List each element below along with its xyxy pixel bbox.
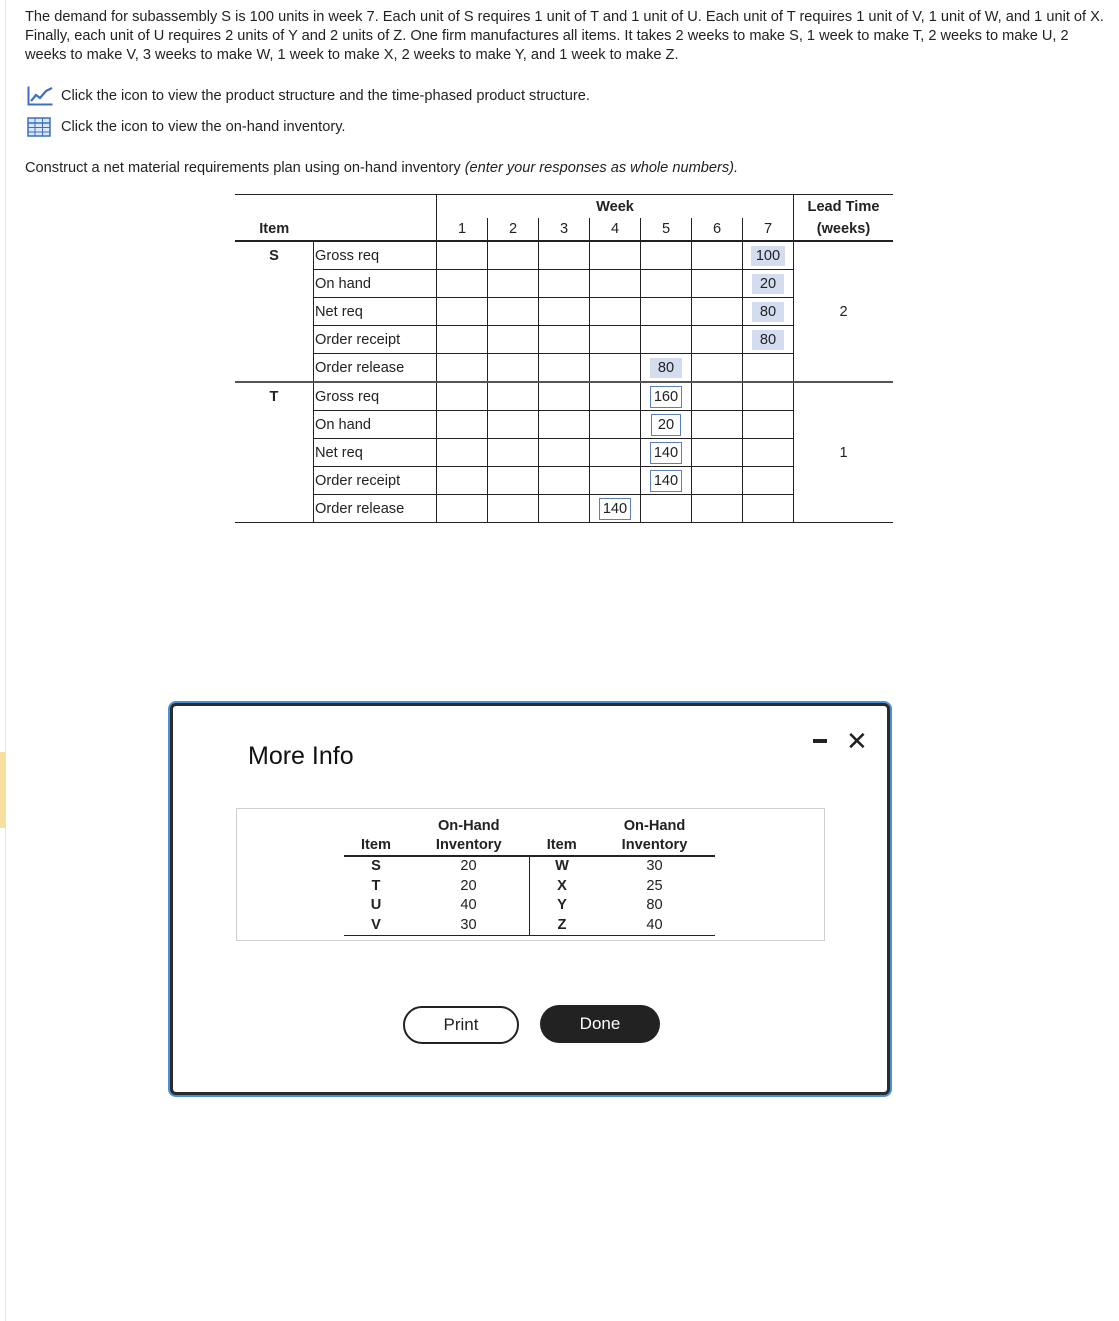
inv-item: U xyxy=(370,897,382,913)
row-label: Gross req xyxy=(314,382,437,411)
mrp-cell[interactable] xyxy=(539,411,590,439)
inv-item: Z xyxy=(530,916,595,936)
left-highlight-marker xyxy=(0,752,6,828)
week-col-2: 2 xyxy=(488,218,539,241)
given-value: 80 xyxy=(650,358,682,378)
mrp-cell[interactable] xyxy=(437,270,488,298)
minimize-icon[interactable] xyxy=(813,739,827,743)
mrp-cell[interactable] xyxy=(539,298,590,326)
inv-qty: 40 xyxy=(594,916,715,936)
mrp-cell[interactable] xyxy=(539,467,590,495)
structure-link-label[interactable]: Click the icon to view the product structure and the time-phased product structure. xyxy=(61,88,590,104)
row-label: On hand xyxy=(314,411,437,439)
mrp-cell[interactable] xyxy=(590,411,641,439)
mrp-cell[interactable] xyxy=(488,495,539,523)
mrp-cell[interactable] xyxy=(641,326,692,354)
inv-item: V xyxy=(344,916,408,936)
item-header: Item xyxy=(235,218,314,241)
instruction-text xyxy=(25,160,738,176)
item-name-spacer xyxy=(235,467,314,495)
left-border-line xyxy=(5,0,6,1321)
mrp-cell[interactable] xyxy=(641,241,692,270)
mrp-cell[interactable] xyxy=(641,298,692,326)
mrp-cell xyxy=(743,270,794,298)
mrp-cell[interactable] xyxy=(488,382,539,411)
mrp-cell[interactable] xyxy=(437,411,488,439)
item-name-spacer xyxy=(235,270,314,298)
mrp-cell[interactable] xyxy=(590,298,641,326)
mrp-cell[interactable] xyxy=(692,326,743,354)
inv-qty: 20 xyxy=(460,877,477,894)
inv-qty: 80 xyxy=(646,897,663,913)
item-name-spacer xyxy=(235,439,314,467)
mrp-cell[interactable] xyxy=(590,326,641,354)
inventory-row xyxy=(344,896,715,916)
item-name-spacer xyxy=(235,326,314,354)
item-name-spacer xyxy=(235,354,314,383)
mrp-cell[interactable] xyxy=(641,382,692,411)
answer-input[interactable]: 20 xyxy=(651,414,681,436)
inventory-table xyxy=(344,817,715,936)
problem-statement: The demand for subassembly S is 100 units in week 7. Each unit of S requires 1 unit of T and 1 unit of U. Each unit of T requires 1 unit of V, 1 unit of W, and 1 unit of X. Finally, each unit of U requires 2 units of Y and 2 units of Z. One firm manufactures all items. It takes 2 weeks to make S, 1 week to make T, 2 weeks to make U, 2 weeks to make V, 3 weeks to make W, 1 week to make X, 2 weeks to make Y, and 1 week to make Z. xyxy=(25,9,1104,64)
mrp-table xyxy=(235,194,893,523)
mrp-cell[interactable] xyxy=(692,495,743,523)
mrp-cell[interactable] xyxy=(437,298,488,326)
inv-qty: 30 xyxy=(646,858,663,874)
inv-item-header-left: Item xyxy=(344,817,408,856)
mrp-cell[interactable] xyxy=(590,495,641,523)
item-name-spacer xyxy=(235,411,314,439)
week-col-3: 3 xyxy=(539,218,590,241)
week-col-1: 1 xyxy=(437,218,488,241)
dialog-title: More Info xyxy=(248,742,354,770)
mrp-cell[interactable] xyxy=(488,298,539,326)
mrp-cell[interactable] xyxy=(590,467,641,495)
inv-qty: 25 xyxy=(646,877,663,894)
mrp-cell[interactable] xyxy=(590,270,641,298)
answer-input[interactable]: 140 xyxy=(650,470,682,492)
table-icon[interactable] xyxy=(27,117,53,137)
print-button[interactable]: Print xyxy=(403,1006,519,1044)
inventory-panel xyxy=(236,808,825,941)
row-label: On hand xyxy=(314,270,437,298)
mrp-cell[interactable] xyxy=(437,326,488,354)
mrp-cell[interactable] xyxy=(641,495,692,523)
mrp-cell[interactable] xyxy=(539,354,590,383)
mrp-cell[interactable] xyxy=(437,495,488,523)
inv-item: X xyxy=(530,877,595,897)
lead-time-header: Lead Time xyxy=(794,195,894,219)
structure-link-row[interactable] xyxy=(27,86,590,106)
given-value: 20 xyxy=(752,274,784,294)
item-name: T xyxy=(269,388,279,405)
given-value: 80 xyxy=(752,330,784,350)
mrp-cell xyxy=(641,354,692,383)
mrp-cell[interactable] xyxy=(539,326,590,354)
mrp-row xyxy=(235,241,893,270)
mrp-cell[interactable] xyxy=(590,241,641,270)
mrp-cell xyxy=(743,298,794,326)
mrp-cell[interactable] xyxy=(488,326,539,354)
lead-time-value: 1 xyxy=(794,382,894,523)
week-col-4: 4 xyxy=(590,218,641,241)
mrp-cell xyxy=(743,241,794,270)
mrp-cell[interactable] xyxy=(437,439,488,467)
row-label: Net req xyxy=(314,298,437,326)
lead-time-value: 2 xyxy=(794,241,894,382)
mrp-cell[interactable] xyxy=(437,354,488,383)
mrp-cell[interactable] xyxy=(488,411,539,439)
mrp-cell[interactable] xyxy=(641,411,692,439)
mrp-cell[interactable] xyxy=(539,495,590,523)
inv-item: S xyxy=(371,858,381,874)
mrp-row xyxy=(235,382,893,411)
row-label: Order receipt xyxy=(314,326,437,354)
mrp-cell[interactable] xyxy=(539,382,590,411)
week-header: Week xyxy=(437,195,794,219)
chart-icon[interactable] xyxy=(27,86,53,106)
mrp-cell[interactable] xyxy=(743,495,794,523)
week-col-7: 7 xyxy=(743,218,794,241)
inv-qty: 20 xyxy=(460,858,477,874)
instruction-note: (enter your responses as whole numbers). xyxy=(464,160,739,176)
inv-qty: 40 xyxy=(460,897,477,913)
inv-item: T xyxy=(371,877,381,894)
row-label: Net req xyxy=(314,439,437,467)
answer-input[interactable]: 160 xyxy=(650,386,682,408)
answer-input[interactable]: 140 xyxy=(599,498,631,520)
item-name: S xyxy=(269,247,279,264)
inv-item: Y xyxy=(530,896,595,916)
mrp-cell[interactable] xyxy=(743,467,794,495)
mrp-cell[interactable] xyxy=(641,467,692,495)
given-value: 100 xyxy=(751,246,785,266)
mrp-cell[interactable] xyxy=(743,439,794,467)
inv-qty-header-left: On-Hand Inventory xyxy=(408,817,530,856)
instruction-main: Construct a net material requirements plan using on-hand inventory xyxy=(25,160,465,176)
inventory-row xyxy=(344,877,715,897)
row-label: Order receipt xyxy=(314,467,437,495)
mrp-cell[interactable] xyxy=(692,241,743,270)
mrp-cell[interactable] xyxy=(692,382,743,411)
mrp-cell[interactable] xyxy=(590,354,641,383)
mrp-cell xyxy=(743,326,794,354)
inventory-link-row[interactable] xyxy=(27,117,345,137)
mrp-cell[interactable] xyxy=(539,241,590,270)
week-col-6: 6 xyxy=(692,218,743,241)
mrp-cell[interactable] xyxy=(692,298,743,326)
more-info-dialog xyxy=(170,703,890,1095)
mrp-cell[interactable] xyxy=(692,439,743,467)
mrp-cell[interactable] xyxy=(743,411,794,439)
mrp-cell[interactable] xyxy=(590,382,641,411)
mrp-cell[interactable] xyxy=(437,467,488,495)
row-label: Order release xyxy=(314,354,437,383)
mrp-cell[interactable] xyxy=(743,382,794,411)
mrp-cell[interactable] xyxy=(488,467,539,495)
mrp-cell[interactable] xyxy=(641,270,692,298)
mrp-cell[interactable] xyxy=(539,439,590,467)
mrp-cell[interactable] xyxy=(641,439,692,467)
mrp-cell[interactable] xyxy=(692,270,743,298)
row-label: Gross req xyxy=(314,241,437,270)
mrp-cell[interactable] xyxy=(488,241,539,270)
inventory-row xyxy=(344,856,715,877)
given-value: 80 xyxy=(752,302,784,322)
mrp-cell[interactable] xyxy=(437,241,488,270)
mrp-cell[interactable] xyxy=(692,411,743,439)
week-col-5: 5 xyxy=(641,218,692,241)
lead-time-unit: (weeks) xyxy=(794,218,894,241)
inv-qty: 30 xyxy=(408,916,530,936)
item-name-spacer xyxy=(235,298,314,326)
mrp-cell[interactable] xyxy=(590,439,641,467)
inv-item-header-right: Item xyxy=(530,817,595,856)
close-icon[interactable]: ✕ xyxy=(846,726,868,756)
item-name-spacer xyxy=(235,495,314,523)
row-label: Order release xyxy=(314,495,437,523)
done-button[interactable]: Done xyxy=(540,1005,660,1043)
inv-item: W xyxy=(530,856,595,877)
mrp-cell[interactable] xyxy=(743,354,794,383)
inventory-row xyxy=(344,916,715,936)
mrp-cell[interactable] xyxy=(437,382,488,411)
answer-input[interactable]: 140 xyxy=(650,442,682,464)
mrp-cell[interactable] xyxy=(692,467,743,495)
mrp-cell[interactable] xyxy=(488,354,539,383)
mrp-cell[interactable] xyxy=(539,270,590,298)
inv-qty-header-right: On-Hand Inventory xyxy=(594,817,715,856)
inventory-link-label[interactable]: Click the icon to view the on-hand inventory. xyxy=(61,119,346,135)
mrp-cell[interactable] xyxy=(692,354,743,383)
mrp-cell[interactable] xyxy=(488,270,539,298)
mrp-cell[interactable] xyxy=(488,439,539,467)
